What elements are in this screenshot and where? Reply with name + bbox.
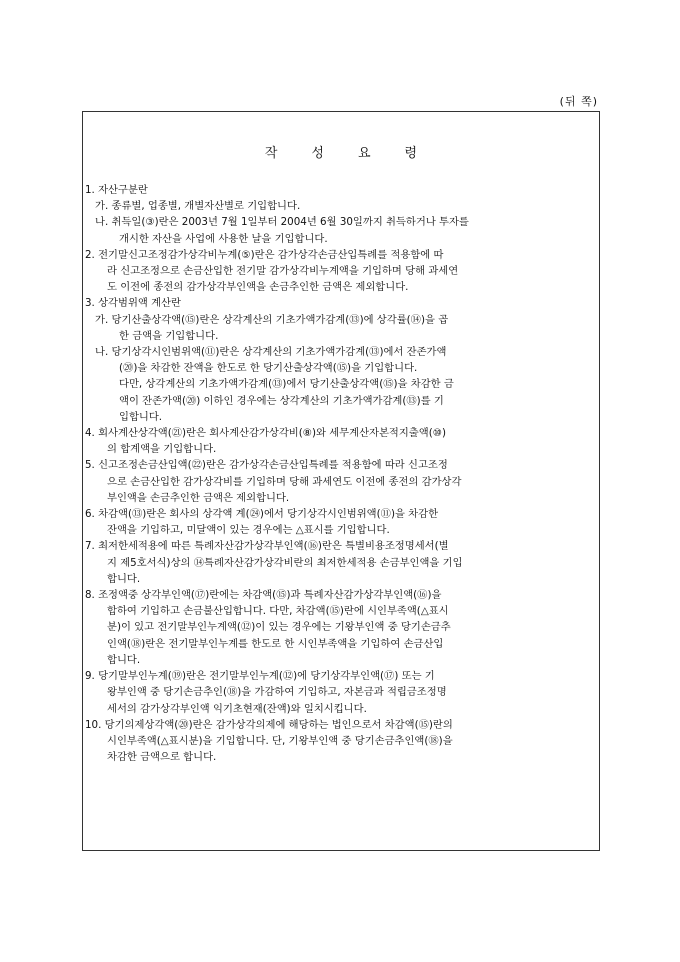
instruction-section — [85, 717, 589, 766]
instruction-line: 시인부족액(△표시분)을 기입합니다. 단, 기왕부인액 중 당기손금추인액(⑱)을 — [107, 734, 453, 747]
instruction-line: 2. 전기말신고조정감가상각비누계(⑤)란은 감가상각손금산입특례를 적용함에 따 — [85, 248, 444, 261]
instruction-line: 4. 회사계산상각액(㉑)란은 회사계산감가상각비(⑧)와 세무계산자본적지출액(⑩) — [85, 427, 446, 440]
instruction-line: 잔액을 기입하고, 미달액이 있는 경우에는 △표시를 기입합니다. — [107, 524, 390, 537]
instruction-section — [85, 457, 589, 506]
instruction-line: 가. 당기산출상각액(⑮)란은 상각계산의 기초가액가감계(⑬)에 상각률(⑭)을 곱 — [95, 313, 449, 326]
instruction-line: 가. 종류별, 업종별, 개별자산별로 기입합니다. — [95, 200, 301, 213]
instruction-line: 지 제5호서식)상의 ⑭특례자산감가상각비란의 최저한세적용 손금부인액을 기입 — [107, 556, 463, 569]
instruction-line: 합니다. — [107, 572, 141, 585]
instruction-section — [85, 247, 589, 296]
instruction-section — [85, 182, 589, 247]
instruction-line: 입합니다. — [119, 410, 163, 423]
instruction-line: 1. 자산구분란 — [85, 184, 148, 196]
instruction-line: 다만, 상각계산의 기초가액가감계(⑬)에서 당기산출상각액(⑮)을 차감한 금 — [119, 378, 454, 391]
instructions-box — [82, 111, 600, 851]
page-side-label: (뒤 쪽) — [559, 95, 598, 108]
instruction-section — [85, 425, 589, 457]
instruction-line: 합니다. — [107, 653, 141, 666]
instruction-line: 으로 손금산입한 감가상각비를 기입하며 당해 과세연도 이전에 종전의 감가상각 — [107, 475, 462, 488]
instruction-section — [85, 587, 589, 668]
instruction-section — [85, 538, 589, 587]
instruction-line: 한 금액을 기입합니다. — [119, 329, 219, 342]
instruction-section — [85, 668, 589, 717]
instruction-line: 나. 당기상각시인범위액(⑪)란은 상각계산의 기초가액가감계(⑬)에서 잔존가액 — [95, 346, 447, 359]
instruction-line: 개시한 자산을 사업에 사용한 날을 기입합니다. — [119, 232, 328, 245]
page-title: 작성요령 — [264, 146, 452, 161]
instruction-line: 세서의 감가상각부인액 익기초현재(잔액)와 일치시킵니다. — [107, 702, 367, 715]
instruction-line: 5. 신고조정손금산입액(㉒)란은 감가상각손금산입특례를 적용함에 따라 신고조정 — [85, 459, 448, 472]
instruction-line: 도 이전에 종전의 감가상각부인액을 손금추인한 금액은 제외합니다. — [107, 281, 409, 294]
instruction-line: 차감한 금액으로 합니다. — [107, 751, 217, 764]
instruction-section — [85, 506, 589, 538]
instruction-line: 왕부인액 중 당기손금추인(⑱)을 가감하여 기입하고, 자본금과 적립금조정명 — [107, 686, 447, 699]
instruction-line: 분)이 있고 전기말부인누계액(⑫)이 있는 경우에는 기왕부인액 중 당기손금추 — [107, 621, 451, 634]
instruction-line: 인액(⑱)란은 전기말부인누계를 한도로 한 시인부족액을 기입하여 손금산입 — [107, 637, 444, 650]
instruction-line: 7. 최저한세적용에 따른 특례자산감가상각부인액(⑯)란은 특별비용조정명세서(별 — [85, 540, 449, 553]
instruction-line: 8. 조정액중 상각부인액(⑰)란에는 차감액(⑮)과 특례자산감가상각부인액(⑯)을 — [85, 589, 442, 602]
instruction-line: 합하여 기입하고 손금불산입합니다. 다만, 차감액(⑮)란에 시인부족액(△표시 — [107, 605, 449, 618]
instruction-section — [85, 295, 589, 425]
instruction-line: 부인액을 손금추인한 금액은 제외합니다. — [107, 491, 290, 504]
instruction-line: 3. 상각범위액 계산란 — [85, 297, 181, 310]
instruction-line: 액이 잔존가액(⑳) 이하인 경우에는 상각계산의 기초가액가감계(⑬)를 기 — [119, 394, 444, 407]
instruction-line: 10. 당기의제상각액(⑳)란은 감가상각의제에 해당하는 법인으로서 차감액(⑮)란의 — [85, 718, 453, 731]
instruction-line: 6. 차감액(⑬)란은 회사의 상각액 계(㉔)에서 당기상각시인범위액(⑪)을 차감한 — [85, 508, 439, 521]
instruction-line: 나. 취득일(③)란은 2003년 7월 1일부터 2004년 6월 30일까지 취득하거나 투자를 — [95, 216, 469, 229]
instructions-content — [85, 182, 589, 765]
instruction-line: 라 신고조정으로 손금산입한 전기말 감가상각비누계액을 기입하며 당해 과세연 — [107, 265, 459, 278]
instruction-line: (⑳)을 차감한 잔액을 한도로 한 당기산출상각액(⑮)을 기입합니다. — [119, 362, 418, 375]
instruction-line: 9. 당기말부인누계(⑲)란은 전기말부인누계(⑫)에 당기상각부인액(⑰) 또는 기 — [85, 670, 435, 683]
instruction-line: 의 합계액을 기입합니다. — [107, 443, 217, 456]
